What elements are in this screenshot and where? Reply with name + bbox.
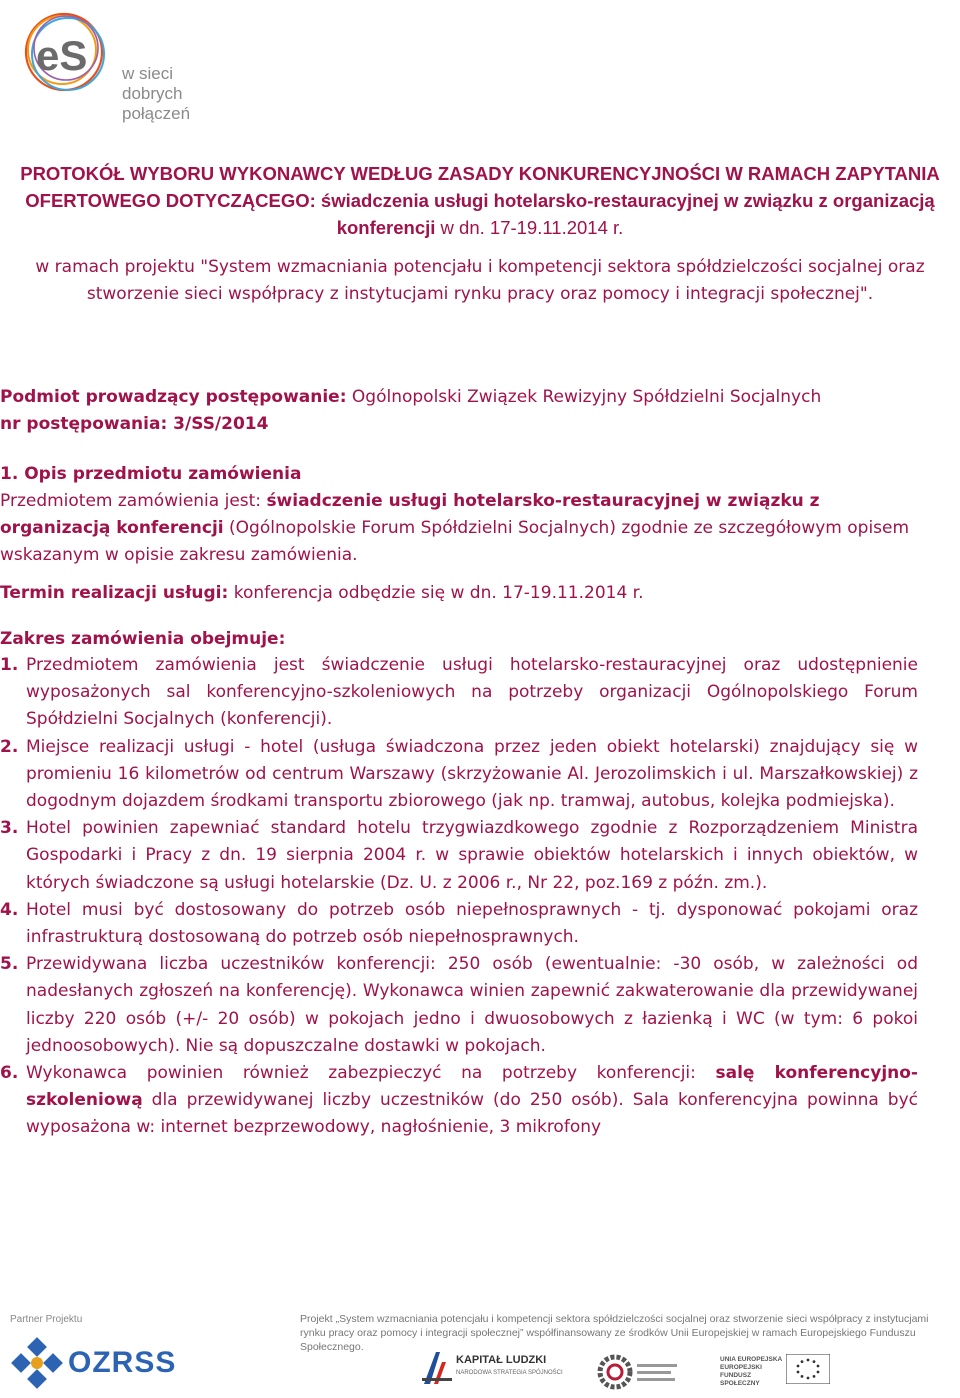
- list-item-text: Przedmiotem zamówienia jest świadczenie usługi hotelarsko-restauracyjnej oraz udostępnienie wyposażonych sal konferencyjno-szkoleniowych na potrzeby organizacji Ogólnopolskiego Forum Spółdzielni Socjalnych (konferencji).: [26, 655, 918, 730]
- list-item-number: 3.: [0, 818, 19, 839]
- list-item: [0, 734, 918, 816]
- list-item: [0, 652, 918, 734]
- scope-heading-block: [0, 626, 918, 653]
- kapital-ludzki-title: KAPITAŁ LUDZKI: [456, 1354, 547, 1366]
- list-item-text-after: dla przewidywanej liczby uczestników (do 250 osób). Sala konferencyjna powinna być wyposażona w: internet bezprzewodowy, nagłośnienie, 3 mikrofony: [26, 1090, 918, 1138]
- eu-text: UNIA EUROPEJSKA EUROPEJSKI FUNDUSZ SPOŁECZNY: [720, 1356, 783, 1387]
- description-intro-rest: (Ogólnopolskie Forum Spółdzielni Socjalnych) zgodnie ze szczegółowym opisem wskazanym w opisie zakresu zamówienia.: [0, 518, 910, 565]
- logo-tagline: [122, 64, 254, 124]
- list-item-number: 2.: [0, 736, 19, 757]
- partner-label: Partner Projektu: [10, 1314, 83, 1325]
- partner-c-icon: [595, 1352, 685, 1392]
- list-item-number: 4.: [0, 899, 19, 920]
- document-title-date: w dn. 17-19.11.2014 r.: [435, 217, 624, 238]
- logo-tagline-line1: w sieci: [122, 64, 174, 83]
- es-logo-mark: [14, 6, 124, 102]
- list-item-text: Hotel musi być dostosowany do potrzeb osób niepełnosprawnych - tj. dysponować pokojami oraz infrastrukturą dostosowaną do potrzeb osób niepełnosprawnych.: [26, 899, 918, 948]
- list-item: [0, 951, 918, 1060]
- list-item-text-before: Wykonawca powinien również zabezpieczyć na potrzeby konferencji:: [26, 1063, 716, 1084]
- list-item-text-bold: salę konferencyjno-szkoleniową: [26, 1063, 918, 1111]
- list-item-text: Hotel powinien zapewniać standard hotelu trzygwiazdkowego zgodnie z Rozporządzeniem Ministra Gospodarki i Pracy z dn. 19 sierpnia 2004 r. w sprawie obiektów hotelarskich i innych obiektów, w których świadczone są usługi hotelarskie (Dz. U. z 2006 r., Nr 22, poz.169 z późn. zm.).: [26, 818, 918, 893]
- eu-flag-icon: [786, 1354, 830, 1384]
- section-description-heading: 1. Opis przedmiotu zamówienia: [0, 464, 302, 484]
- scope-list: [0, 652, 918, 1142]
- partner-c-logo: [595, 1352, 695, 1392]
- ozrss-logo: [8, 1336, 178, 1390]
- kapital-ludzki-subtitle: NARODOWA STRATEGIA SPÓJNOŚCI: [456, 1370, 563, 1376]
- procedure-number: nr postępowania: 3/SS/2014: [0, 414, 269, 434]
- list-item-text: Przewidywana liczba uczestników konferencji: 250 osób (ewentualnie: -30 osób, w zależności od nadesłanych zgłoszeń na konferencję). Wykonawca winien zapewnić zakwaterowanie dla przewidywanej liczby 220 osób (+/- 20 osób) w pokojach jedno i dwuosobowych z łazienką i WC (w tym: 6 pokoi jednoosobowych). Nie są dopuszczalne dostawki w pokojach.: [26, 954, 918, 1056]
- description-intro-bold: świadczenie usługi hotelarsko-restauracyjnej w związku z organizacją konferencji: [0, 491, 820, 538]
- list-item: [0, 815, 918, 897]
- kapital-ludzki-logo: [420, 1348, 570, 1392]
- list-item-text: Miejsce realizacji usługi - hotel (usługa świadczona przez jeden obiekt hotelarski) znajdujący się w promieniu 16 kilometrów od centrum Warszawy (skrzyżowanie Al. Jerozolimskich i ul. Marszałkowskiej) z dogodnym dojazdem środkami transportu zbiorowego (jak np. tramwaj, autobus, kolejka podmiejska).: [26, 736, 918, 812]
- list-item-number: 5.: [0, 954, 19, 975]
- section-description: [0, 461, 918, 569]
- ozrss-logo-icon: [8, 1336, 64, 1390]
- logo-tagline-line2: dobrych połączeń: [122, 84, 191, 123]
- ozrss-logo-text: OZRSS: [68, 1346, 177, 1379]
- document-title: [0, 160, 960, 241]
- project-note: Projekt „System wzmacniania potencjału i kompetencji sektora spółdzielczości socjalnej oraz stworzenie sieci współpracy z instytucjami rynku pracy oraz pomocy i integracji społecznej” współfinansowany ze środków Unii Europejskiej w ramach Europejskiego Funduszu Społecznego.: [300, 1313, 929, 1353]
- term-value: konferencja odbędzie się w dn. 17-19.11.2014 r.: [228, 583, 644, 603]
- procedure-block: [0, 384, 918, 438]
- es-logo: [14, 6, 254, 123]
- list-item: [0, 1060, 918, 1142]
- list-item-number: 1.: [0, 655, 19, 675]
- es-logo-text: eS: [36, 32, 88, 79]
- list-item-number: 6.: [0, 1063, 19, 1084]
- term-block: [0, 580, 918, 607]
- kapital-ludzki-icon: [420, 1348, 454, 1388]
- procedure-value: Ogólnopolski Związek Rewizyjny Spółdzielni Socjalnych: [346, 387, 822, 407]
- term-label: Termin realizacji usługi:: [0, 583, 229, 603]
- eu-logo: [720, 1350, 830, 1394]
- list-item: [0, 897, 918, 951]
- description-intro: Przedmiotem zamówienia jest:: [0, 491, 267, 511]
- list-item-text: [26, 1063, 918, 1137]
- scope-heading: Zakres zamówienia obejmuje:: [0, 629, 286, 649]
- section-description-text: [0, 488, 918, 569]
- footer: [0, 1300, 960, 1398]
- document-title-main: PROTOKÓŁ WYBORU WYKONAWCY WEDŁUG ZASADY KONKURENCYJNOŚCI W RAMACH ZAPYTANIA OFERTOWEGO DOTYCZĄCEGO: świadczenia usługi hotelarsko-restauracyjnej w związku z organizacją konferencji: [20, 163, 940, 238]
- procedure-label: Podmiot prowadzący postępowanie:: [0, 387, 347, 407]
- document-subtitle: w ramach projektu "System wzmacniania potencjału i kompetencji sektora spółdzielczości socjalnej oraz stworzenie sieci współpracy z instytucjami rynku pracy oraz pomocy i integracji społecznej".: [35, 257, 925, 304]
